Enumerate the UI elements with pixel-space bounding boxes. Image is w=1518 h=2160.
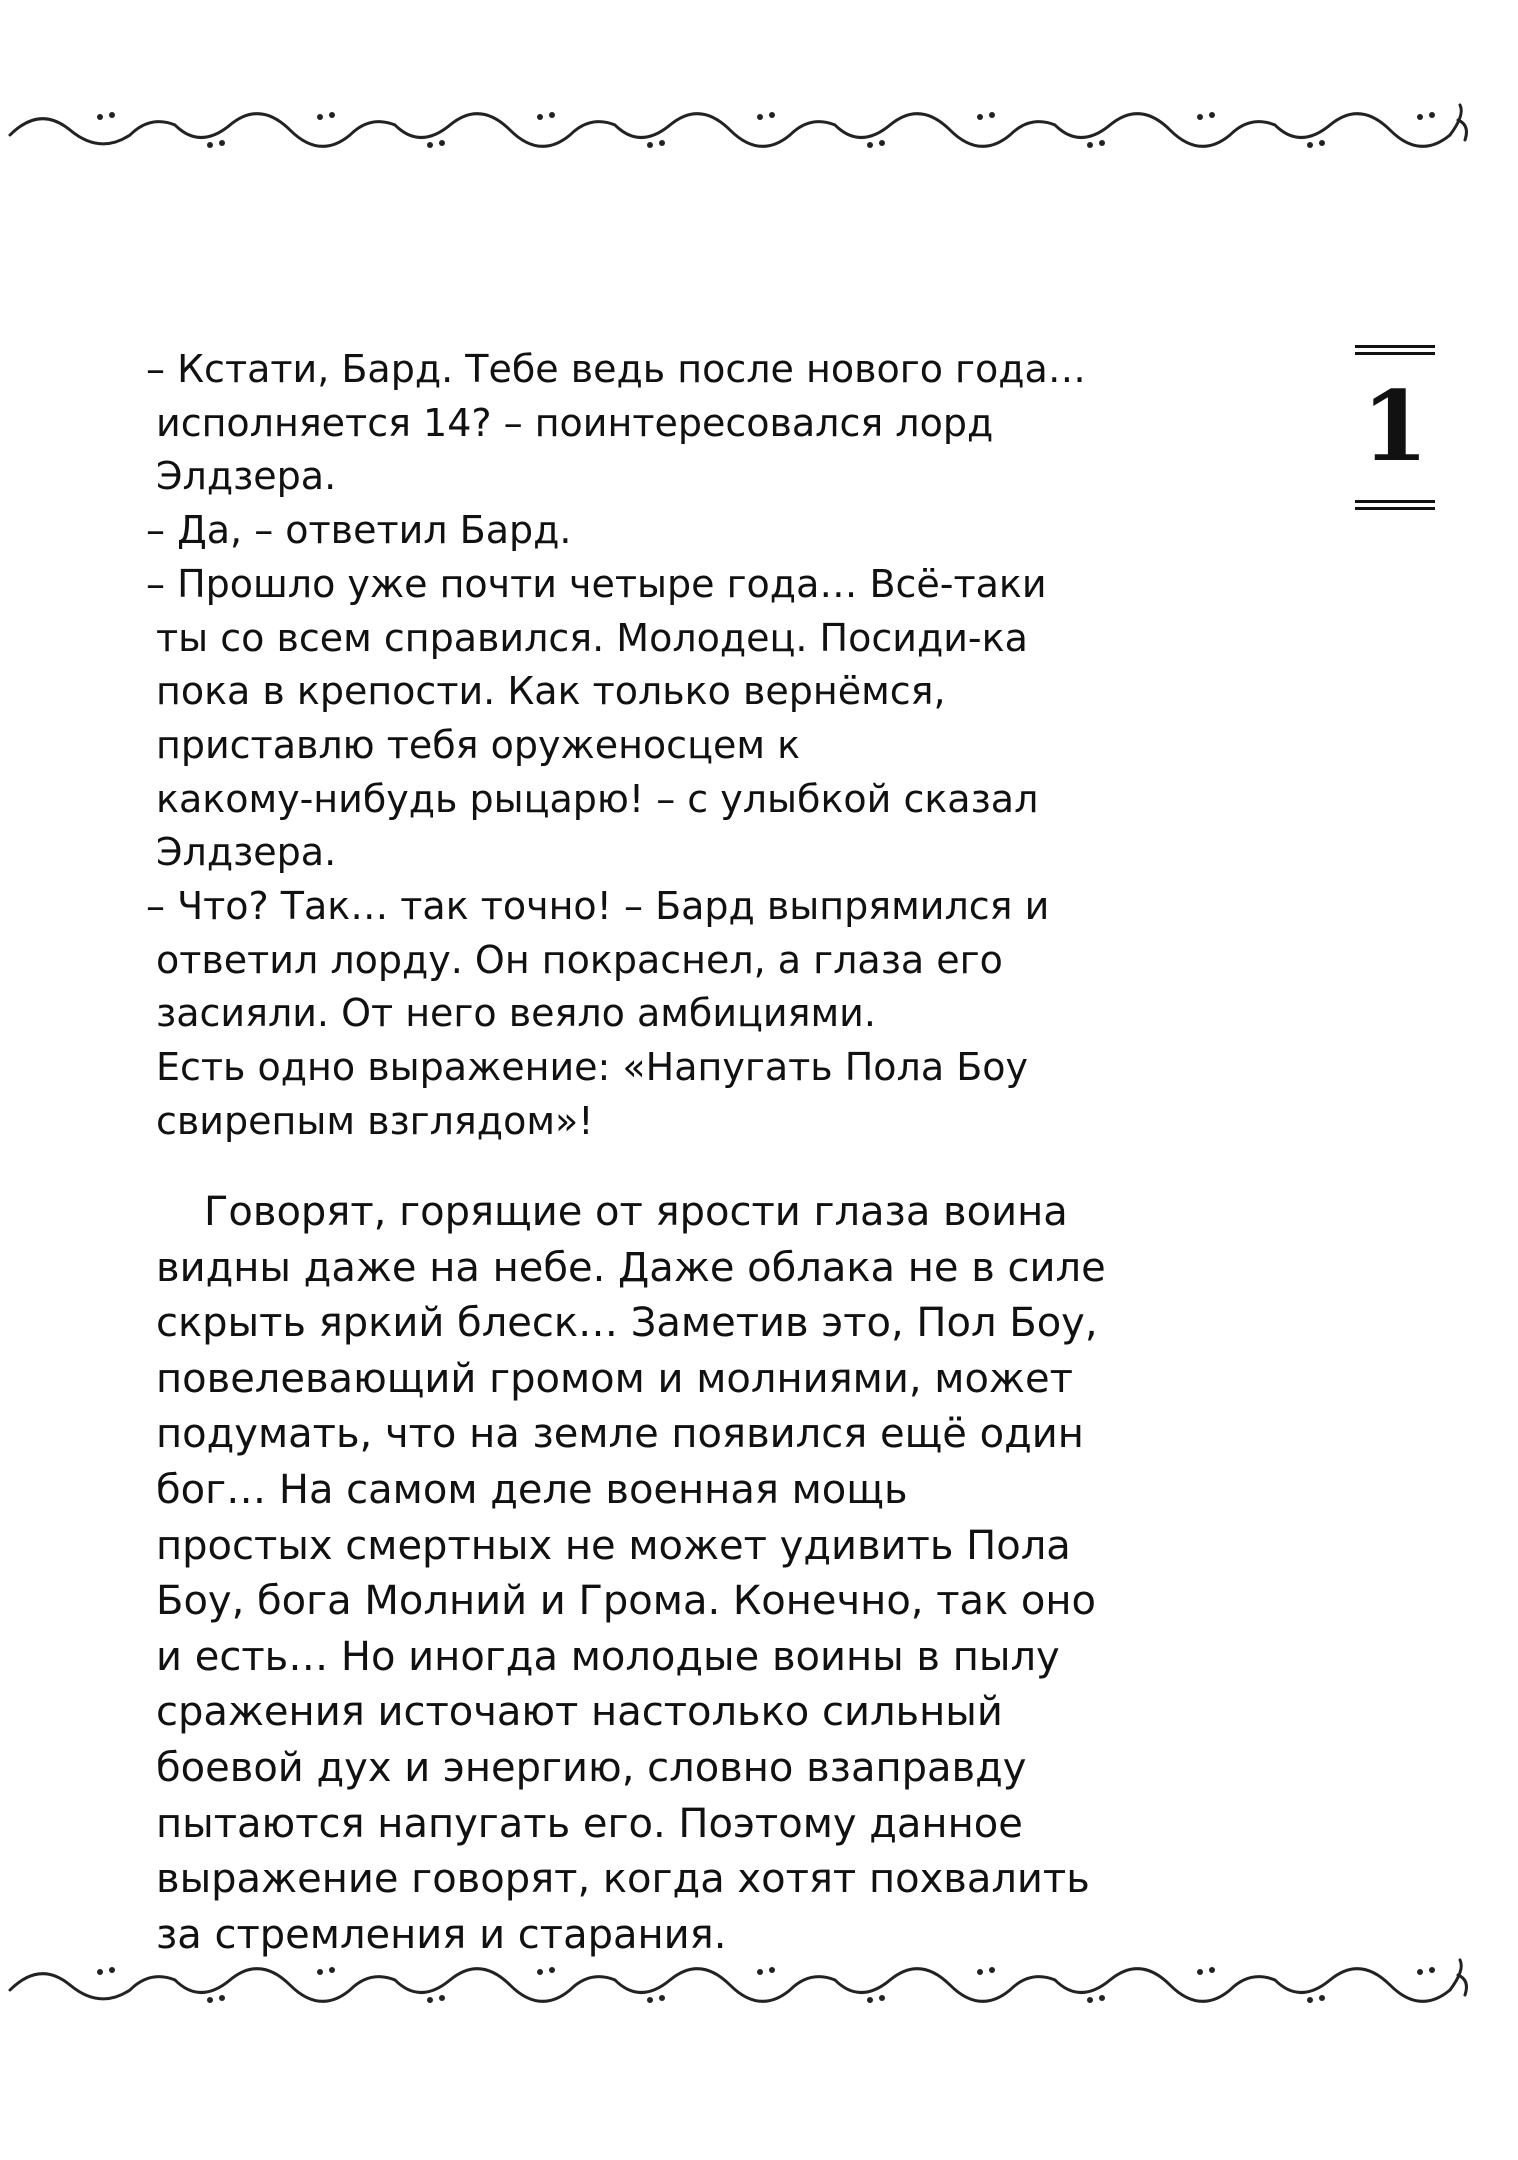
narrative-line: пытаются напугать его. Поэтому данное [156,1800,1023,1847]
dialogue-line: пока в крепости. Как только вернёмся, [156,669,946,714]
narrative-line: Говорят, горящие от ярости глаза воина [204,1189,1068,1235]
dialogue-line: какому-нибудь рыцарю! – с улыбкой сказал [156,776,1039,821]
narrative-line: видны даже на небе. Даже облака не в силе [156,1244,1106,1291]
dialogue-block [146,343,1086,1149]
bottom-ornament-border [0,1950,1518,2020]
narrative-line: за стремления и старания. [156,1911,727,1958]
narrative-line: выражение говорят, когда хотят похвалить [156,1856,1090,1903]
dialogue-line: – Кстати, Бард. Тебе ведь после нового года… [146,347,1086,391]
chapter-rule-top [1355,345,1435,355]
narrative-line: подумать, что на земле появился ещё один [156,1411,1084,1458]
narrative-line: бог… На самом деле военная мощь [156,1466,908,1513]
narrative-line: повелевающий громом и молниями, может [156,1355,1073,1402]
narrative-line: скрыть яркий блеск… Заметив это, Пол Боу, [156,1300,1098,1347]
dialogue-line: свирепым взглядом»! [156,1098,594,1143]
scroll-ornament-icon [0,95,1518,165]
dialogue-line: ты со всем справился. Молодец. Посиди-ка [156,615,1028,660]
dialogue-line: Элдзера. [156,454,337,499]
narrative-paragraph [156,1185,1106,1963]
dialogue-line: Есть одно выражение: «Напугать Пола Боу [156,1045,1029,1090]
chapter-marker [1355,345,1435,515]
top-ornament-border [0,95,1518,165]
narrative-line: Боу, бога Молний и Грома. Конечно, так оно [156,1578,1096,1625]
narrative-line: и есть… Но иногда молодые воины в пылу [156,1633,1060,1680]
dialogue-line: приставлю тебя оруженосцем к [156,722,801,767]
dialogue-line: исполняется 14? – поинтересовался лорд [156,400,994,445]
dialogue-line: ответил лорду. Он покраснел, а глаза его [156,937,1003,982]
dialogue-line: – Да, – ответил Бард. [146,508,572,553]
dialogue-line: засияли. От него веяло амбициями. [156,991,876,1036]
dialogue-line: – Прошло уже почти четыре года… Всё-таки [146,561,1047,606]
dialogue-line: Элдзера. [156,830,337,875]
scroll-ornament-icon [0,1950,1518,2020]
narrative-line: боевой дух и энергию, словно взаправду [156,1744,1027,1791]
dialogue-line: – Что? Так… так точно! – Бард выпрямился и [146,884,1050,929]
narrative-line: сражения источают настолько сильный [156,1689,1003,1736]
narrative-line: простых смертных не может удивить Пола [156,1522,1071,1569]
chapter-number: 1 [1361,370,1429,483]
chapter-rule-bottom [1355,500,1435,510]
